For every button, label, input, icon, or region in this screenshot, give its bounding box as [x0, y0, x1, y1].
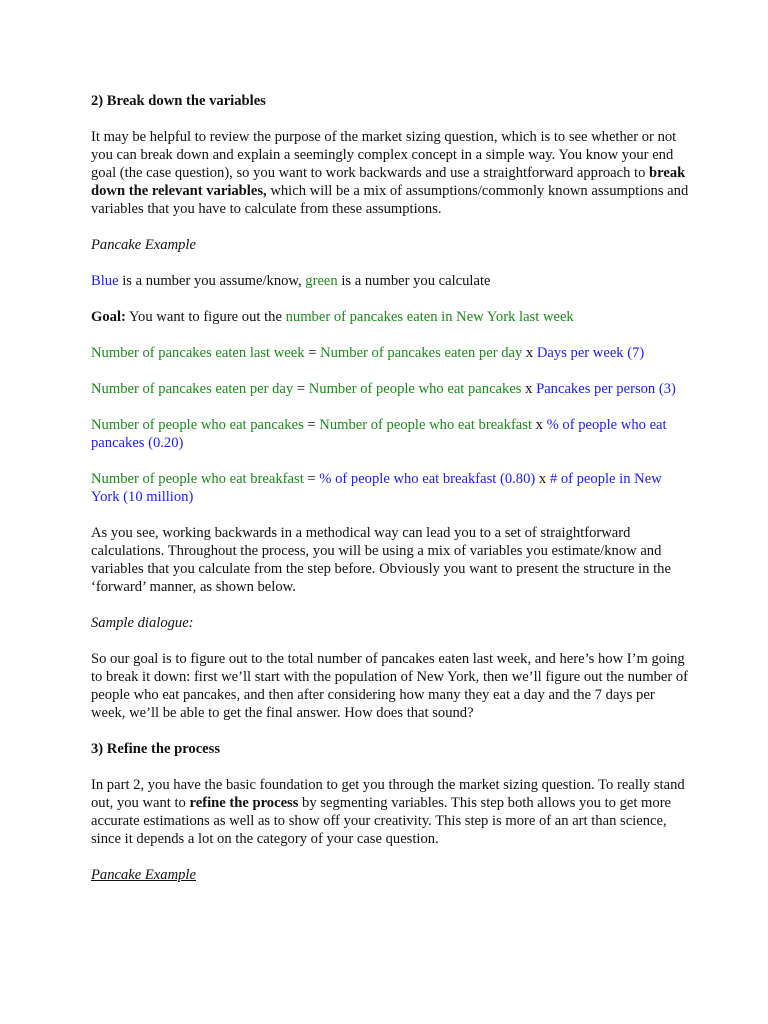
pancake-example-label-2: Pancake Example [91, 867, 196, 883]
goal-target: number of pancakes eaten in New York last week [285, 309, 574, 325]
sample-dialogue-text: So our goal is to figure out to the total number of pancakes eaten last week, and here’s how I’m going to break it down: first we’ll start with the population of New York, then we’ll figure out the number of people who eat pancakes, and then after considering how many they eat a day and the 7 days per week, we’ll be able to get the final answer. How does that sound? [91, 651, 689, 721]
section-2-intro: It may be helpful to review the purpose of the market sizing question, which is to see whether or not you can break down and explain a seemingly complex concept in a simple way. You know your end goal (the case question), so you want to work backwards and use a straightforward approach to break down the relevant variables, which will be a mix of assumptions/commonly known assumptions and variables that you have to calculate from these assumptions. [91, 129, 689, 217]
section-3-heading: 3) Refine the process [91, 741, 221, 757]
bold-phrase: break down the relevant variables, [91, 165, 686, 199]
section-2-heading: 2) Break down the variables [91, 93, 266, 109]
equation-line: Number of people who eat breakfast = % of people who eat breakfast (0.80) x # of people in New York (10 million) [91, 471, 662, 505]
goal-label: Goal: [91, 309, 126, 325]
section-3-text: In part 2, you have the basic foundation to get you through the market sizing question. To really stand out, you want to refine the process by segmenting variables. This step both allows you to get more accurate estimations as well as to show off your creativity. This step is more of an art than science, since it depends a lot on the category of your case question. [91, 777, 685, 847]
legend-blue-word: Blue [91, 273, 119, 289]
equation-line: Number of people who eat pancakes = Number of people who eat breakfast x % of people who eat pancakes (0.20) [91, 417, 667, 451]
legend-green-word: green [305, 273, 338, 289]
equation-line: Number of pancakes eaten last week = Number of pancakes eaten per day x Days per week (7) [91, 345, 645, 361]
goal-line: Goal: You want to figure out the number of pancakes eaten in New York last week [91, 309, 574, 325]
sample-dialogue-label: Sample dialogue: [91, 615, 194, 631]
document-page [91, 92, 691, 902]
color-legend: Blue is a number you assume/know, green is a number you calculate [91, 273, 491, 289]
bold-phrase: refine the process [189, 795, 299, 811]
pancake-example-label: Pancake Example [91, 237, 196, 253]
summary-paragraph: As you see, working backwards in a methodical way can lead you to a set of straightforward calculations. Throughout the process, you will be using a mix of variables you estimate/know and variables that you calculate from the step before. Obviously you want to present the structure in the ‘forward’ manner, as shown below. [91, 525, 671, 595]
equation-line: Number of pancakes eaten per day = Number of people who eat pancakes x Pancakes per person (3) [91, 381, 676, 397]
